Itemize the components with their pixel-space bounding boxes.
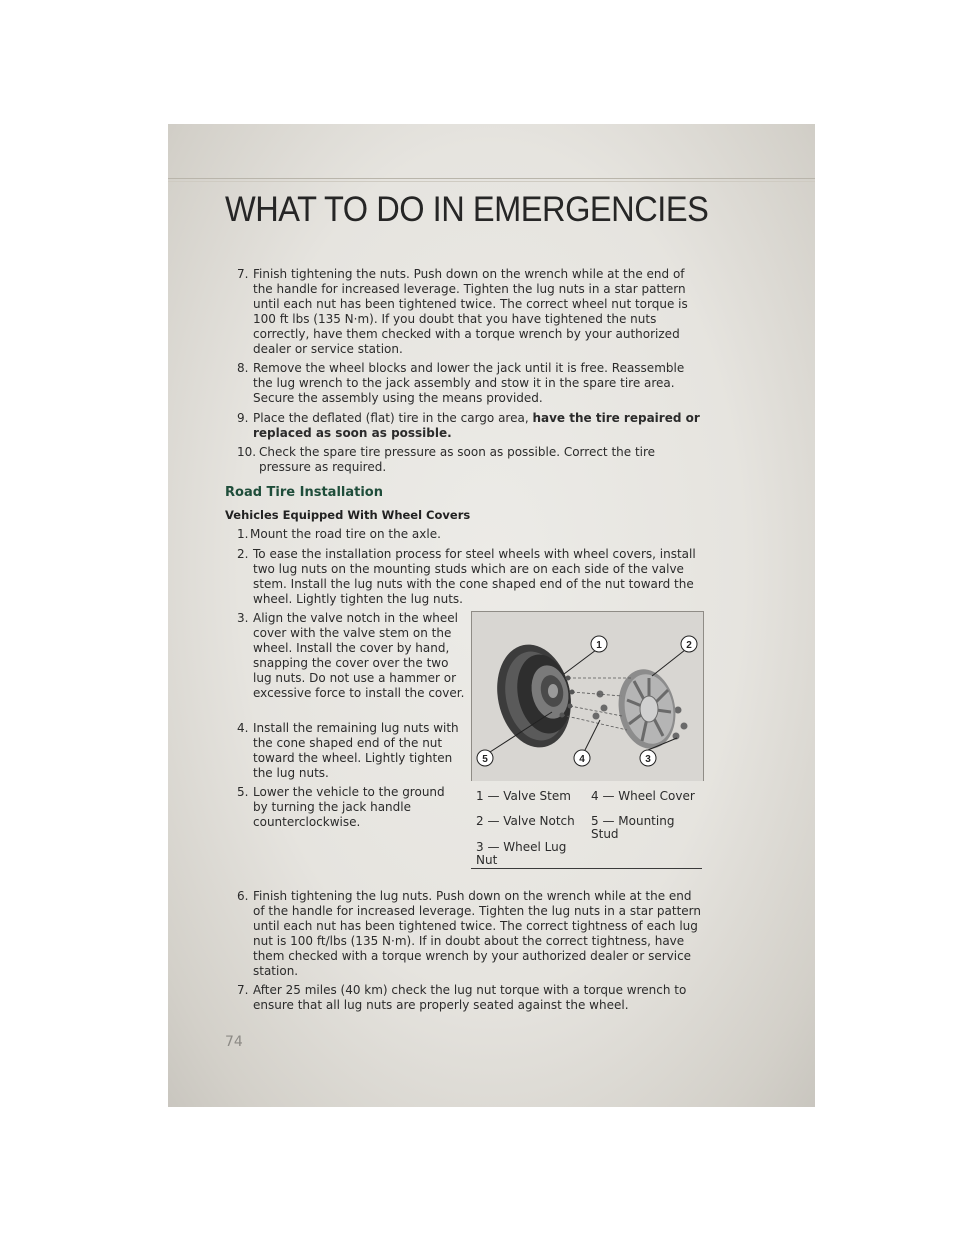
list-item: 3. Align the valve notch in the wheel cover with the valve stem on the wheel. Install the cover by hand, snapping the cover over the two lug nuts. Do not use a hammer or excessive force to install the cover. (237, 611, 465, 700)
list-item-text: Check the spare tire pressure as soon as possible. Correct the tire pressure as required. (259, 445, 656, 474)
legend-item: 5 — Mounting Stud (591, 814, 675, 841)
callout-4-label: 4 (579, 754, 585, 765)
callout-1-label: 1 (596, 640, 602, 651)
page-title: WHAT TO DO IN EMERGENCIES (225, 190, 709, 229)
list-item-text: Lower the vehicle to the ground by turning the jack handle counterclockwise. (253, 785, 445, 829)
legend-item: 3 — Wheel Lug Nut (476, 840, 567, 867)
list-item: 2. To ease the installation process for steel wheels with wheel covers, install two lug nuts on the mounting studs which are on each side of the valve stem. Install the lug nuts with the cone shaped end of the nut toward the wheel. Lightly tighten the lug nuts. (237, 547, 707, 607)
list-item-text: Finish tightening the nuts. Push down on the wrench while at the end of the handle for increased leverage. Tighten the lug nuts in a star pattern until each nut has been tightened twice. The correct wheel nut torque is 100 ft lbs (135 N·m). If you doubt that you have tightened the nuts correctly, have them checked with a torque wrench by your authorized dealer or service station. (253, 267, 688, 356)
list-item-text: After 25 miles (40 km) check the lug nut torque with a torque wrench to ensure that all lug nuts are properly seated against the wheel. (253, 983, 687, 1012)
list-item-text: Place the deflated (flat) tire in the cargo area, (253, 411, 533, 425)
list-item: 4. Install the remaining lug nuts with the cone shaped end of the nut toward the wheel. Lightly tighten the lug nuts. (237, 721, 467, 781)
page-number: 74 (225, 1034, 243, 1050)
list-item: 5. Lower the vehicle to the ground by turning the jack handle counterclockwise. (237, 785, 467, 831)
list-item-text: Mount the road tire on the axle. (250, 527, 441, 541)
list-item: 7. Finish tightening the nuts. Push down on the wrench while at the end of the handle for increased leverage. Tighten the lug nuts in a star pattern until each nut has been tightened twice. The correct wheel nut torque is 100 ft lbs (135 N·m). If you doubt that you have tightened the nuts correctly, have them checked with a torque wrench by your authorized dealer or service station. (237, 267, 707, 357)
legend-item: 1 — Valve Stem (476, 789, 571, 803)
list-item: 1. Mount the road tire on the axle. (237, 527, 707, 543)
list-item: 6. Finish tightening the lug nuts. Push down on the wrench while at the end of the handle for increased leverage. Tighten the lug nuts in a star pattern until each nut has been tightened twice. The correct tightness of each lug nut is 100 ft/lbs (135 N·m). If in doubt about the correct tightness, have them checked with a torque wrench by your authorized dealer or service station. (237, 889, 707, 979)
list-item: 9. Place the deflated (flat) tire in the cargo area, have the tire repaired or replaced as soon as possible. (237, 411, 700, 440)
callout-3-label: 3 (645, 754, 651, 765)
manual-page (168, 124, 815, 1107)
list-item: 10. Check the spare tire pressure as soon as possible. Correct the tire pressure as required. (237, 445, 707, 475)
callout-2-label: 2 (686, 640, 692, 651)
list-item-text: Finish tightening the lug nuts. Push down on the wrench while at the end of the handle for increased leverage. Tighten the lug nuts in a star pattern until each nut has been tightened twice. The correct tightness of each lug nut is 100 ft/lbs (135 N·m). If in doubt about the correct tightness, have them checked with a torque wrench by your authorized dealer or service station. (253, 889, 702, 978)
list-item-text: Install the remaining lug nuts with the cone shaped end of the nut toward the wheel. Lightly tighten the lug nuts. (253, 721, 459, 780)
list-item-text: To ease the installation process for steel wheels with wheel covers, install two lug nuts on the mounting studs which are on each side of the valve stem. Install the lug nuts with the cone shaped end of the nut toward the wheel. Lightly tighten the lug nuts. (253, 547, 696, 606)
wheel-cover-illustration (472, 612, 703, 781)
section-heading: Road Tire Installation (225, 485, 383, 500)
list-item: 8. Remove the wheel blocks and lower the jack until it is free. Reassemble the lug wrench to the jack assembly and stow it in the spare tire area. Secure the assembly using the means provided. (237, 361, 707, 407)
callout-5-label: 5 (482, 754, 488, 765)
header-rule-secondary (168, 181, 815, 182)
legend-rule (471, 868, 702, 869)
list-item-text: Remove the wheel blocks and lower the jack until it is free. Reassemble the lug wrench to the jack assembly and stow it in the spare tire area. Secure the assembly using the means provided. (253, 361, 685, 405)
subsection-heading: Vehicles Equipped With Wheel Covers (225, 508, 471, 522)
list-item: 7. After 25 miles (40 km) check the lug nut torque with a torque wrench to ensure that all lug nuts are properly seated against the wheel. (237, 983, 707, 1013)
header-rule (168, 178, 815, 179)
legend-item: 2 — Valve Notch (476, 814, 575, 828)
wheel-cover-figure (471, 611, 704, 781)
list-item-text: Align the valve notch in the wheel cover with the valve stem on the wheel. Install the cover by hand, snapping the cover over the two lug nuts. Do not use a hammer or excessive force to install the cover. (253, 611, 465, 700)
list-item-bold-text: have the tire repaired or replaced as soon as possible. (253, 411, 700, 440)
legend-item: 4 — Wheel Cover (591, 789, 695, 803)
